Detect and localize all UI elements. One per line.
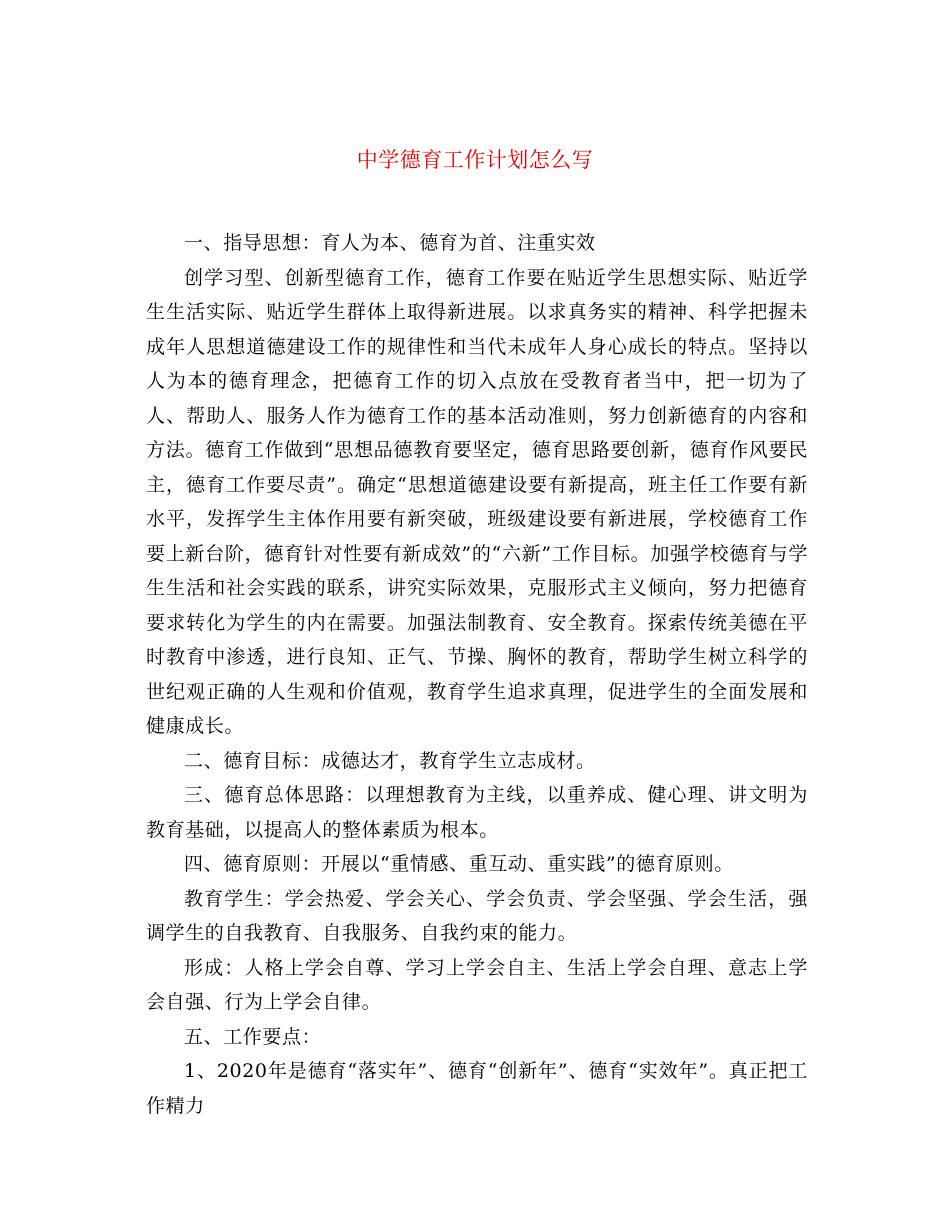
paragraph-formation: 形成：人格上学会自尊、学习上学会自主、生活上学会自理、意志上学会自强、行为上学会自律。 xyxy=(146,956,808,1013)
document-body xyxy=(146,226,808,1123)
paragraph-educate-students: 教育学生：学会热爱、学会关心、学会负责、学会坚强、学会生活，强调学生的自我教育、自我服务、自我约束的能力。 xyxy=(146,887,808,944)
paragraph-guiding-ideology: 一、指导思想：育人为本、德育为首、注重实效 xyxy=(184,232,596,254)
paragraph-guiding-ideology-detail: 创学习型、创新型德育工作，德育工作要在贴近学生思想实际、贴近学生生活实际、贴近学生群体上取得新进展。以求真务实的精神、科学把握未成年人思想道德建设工作的规律性和当代未成年人身心成长的特点。坚持以人为本的德育理念，把德育工作的切入点放在受教育者当中，把一切为了人、帮助人、服务人作为德育工作的基本活动准则，努力创新德育的内容和方法。德育工作做到“思想品德教育要坚定，德育思路要创新，德育作风要民主，德育工作要尽责”。确定“思想道德建设要有新提高，班主任工作要有新水平，发挥学生主体作用要有新突破，班级建设要有新进展，学校德育工作要上新台阶，德育针对性要有新成效”的“六新”工作目标。加强学校德育与学生生活和社会实践的联系，讲究实际效果，克服形式主义倾向，努力把德育要求转化为学生的内在需要。加强法制教育、安全教育。探索传统美德在平时教育中渗透，进行良知、正气、节操、胸怀的教育，帮助学生树立科学的世纪观正确的人生观和价值观，教育学生追求真理，促进学生的全面发展和健康成长。 xyxy=(146,266,808,737)
paragraph-moral-goal: 二、德育目标：成德达才，教育学生立志成材。 xyxy=(184,749,596,772)
document-title: 中学德育工作计划怎么写 xyxy=(356,148,594,172)
paragraph-overall-approach: 三、德育总体思路：以理想教育为主线，以重养成、健心理、讲文明为教育基础，以提高人的整体素质为根本。 xyxy=(146,784,808,841)
paragraph-point-1: 1、2020年是德育“落实年”、德育“创新年”、德育“实效年”。真正把工作精力 xyxy=(146,1060,808,1117)
paragraph-principles: 四、德育原则：开展以“重情感、重互动、重实践”的德育原则。 xyxy=(184,853,734,875)
paragraph-work-points: 五、工作要点： xyxy=(184,1025,322,1048)
